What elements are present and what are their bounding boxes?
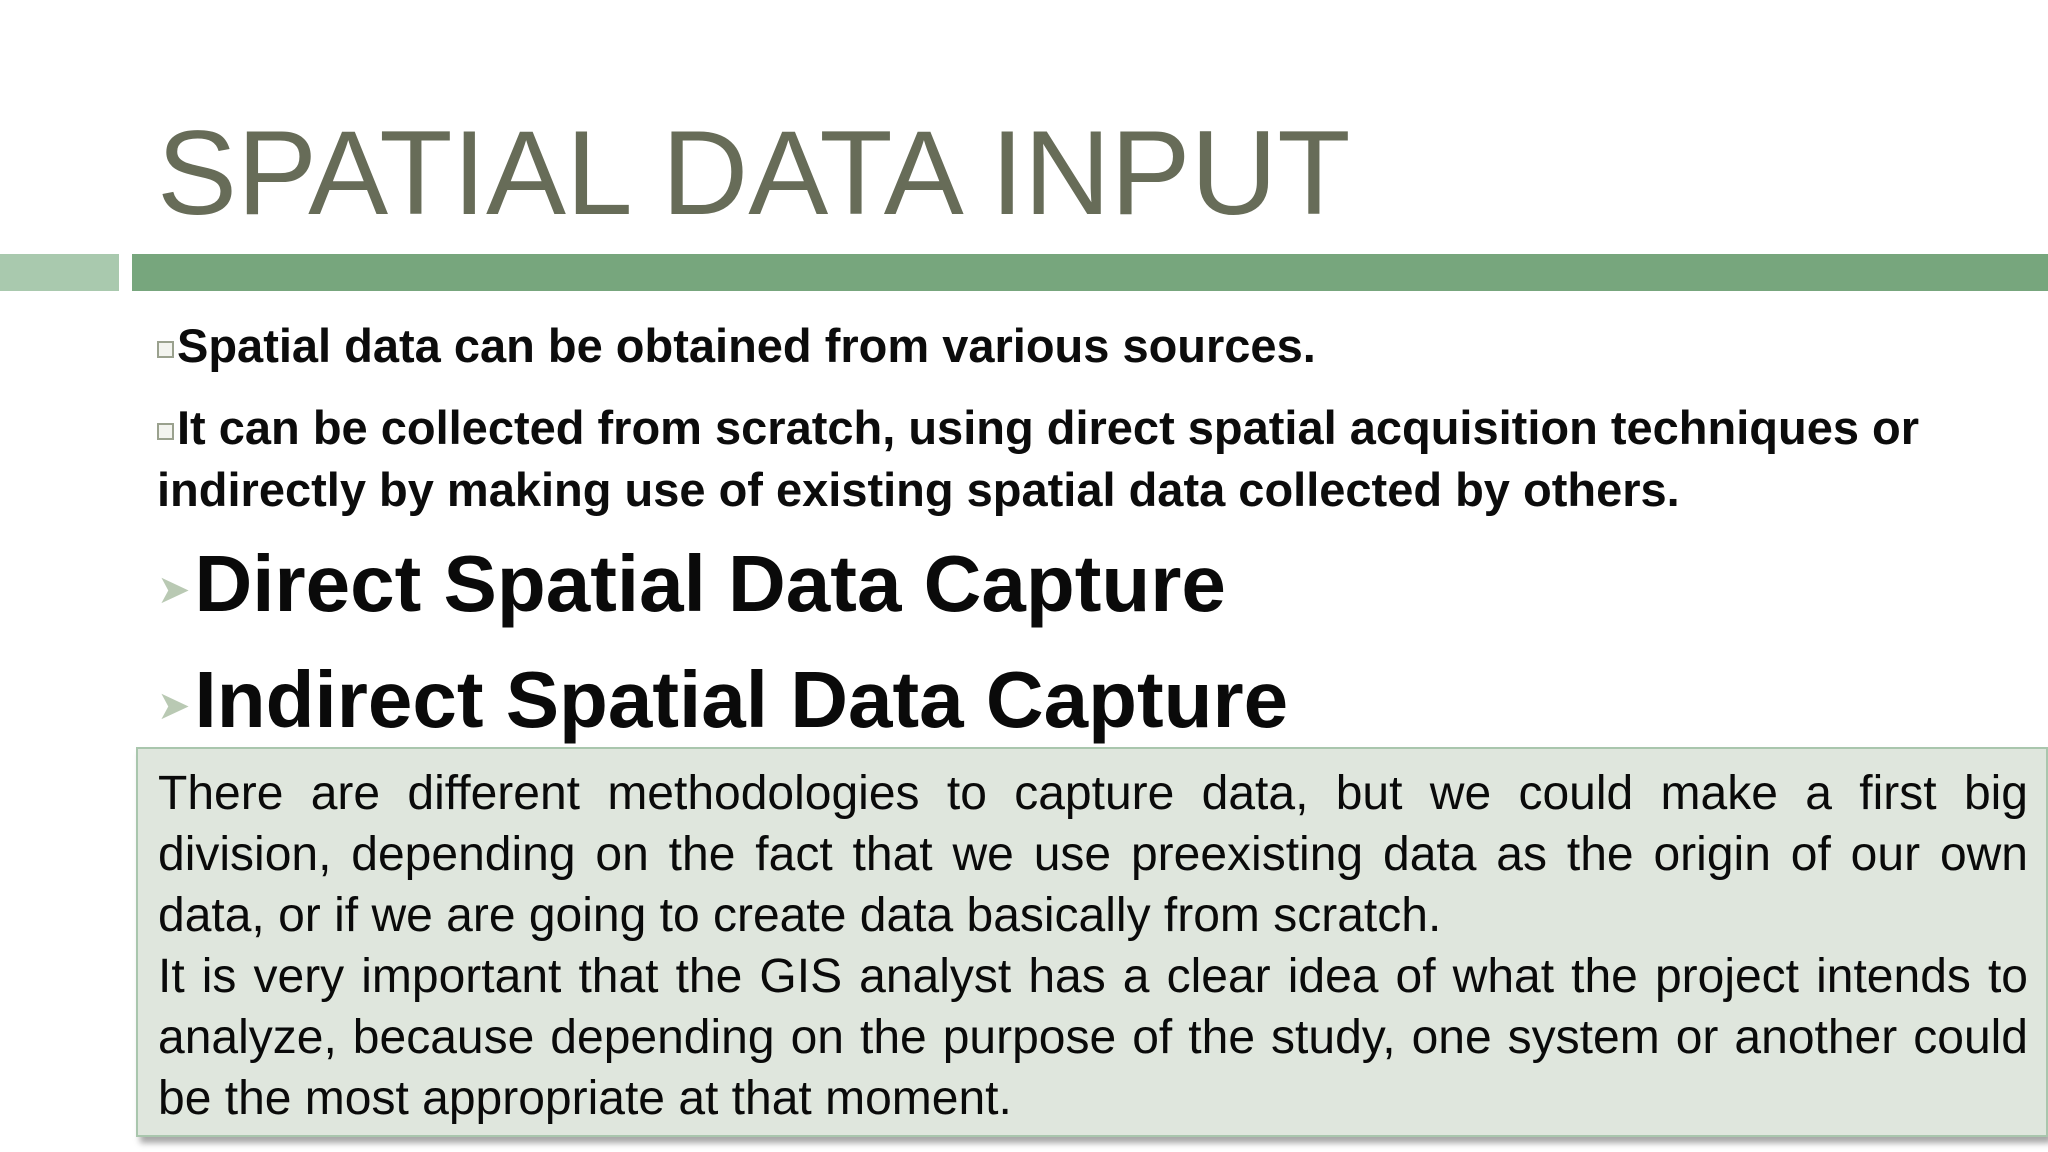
square-bullet-icon <box>157 341 174 358</box>
bullet-text: It can be collected from scratch, using direct spatial acquisition techniques or indirectly by making use of existing spatial data collected by others. <box>157 401 1920 516</box>
bullet-item <box>157 397 1957 521</box>
arrowhead-bullet-icon: ➤ <box>157 567 191 612</box>
accent-bar-left <box>0 254 119 291</box>
note-paragraph: There are different methodologies to capture data, but we could make a first big division, depending on the fact that we use preexisting data as the origin of our own data, or if we are going to create data basically from scratch. <box>158 767 2028 942</box>
accent-bar-main <box>132 254 2048 291</box>
arrowhead-bullet-icon: ➤ <box>157 683 191 728</box>
note-box <box>136 747 2048 1137</box>
heading-bullet-direct <box>157 539 1226 635</box>
note-paragraph: It is very important that the GIS analyst has a clear idea of what the project intends to analyze, because depending on the purpose of the study, one system or another could be the most appropriate at that moment. <box>158 950 2028 1125</box>
heading-bullet-indirect <box>157 655 1288 751</box>
bullet-text: Spatial data can be obtained from various sources. <box>177 319 1316 372</box>
square-bullet-icon <box>157 423 174 440</box>
note-text <box>158 763 2028 1129</box>
heading-text: Indirect Spatial Data Capture <box>194 655 1289 744</box>
slide-title: SPATIAL DATA INPUT <box>157 106 1351 240</box>
heading-text: Direct Spatial Data Capture <box>194 539 1226 628</box>
bullet-item <box>157 315 1957 377</box>
